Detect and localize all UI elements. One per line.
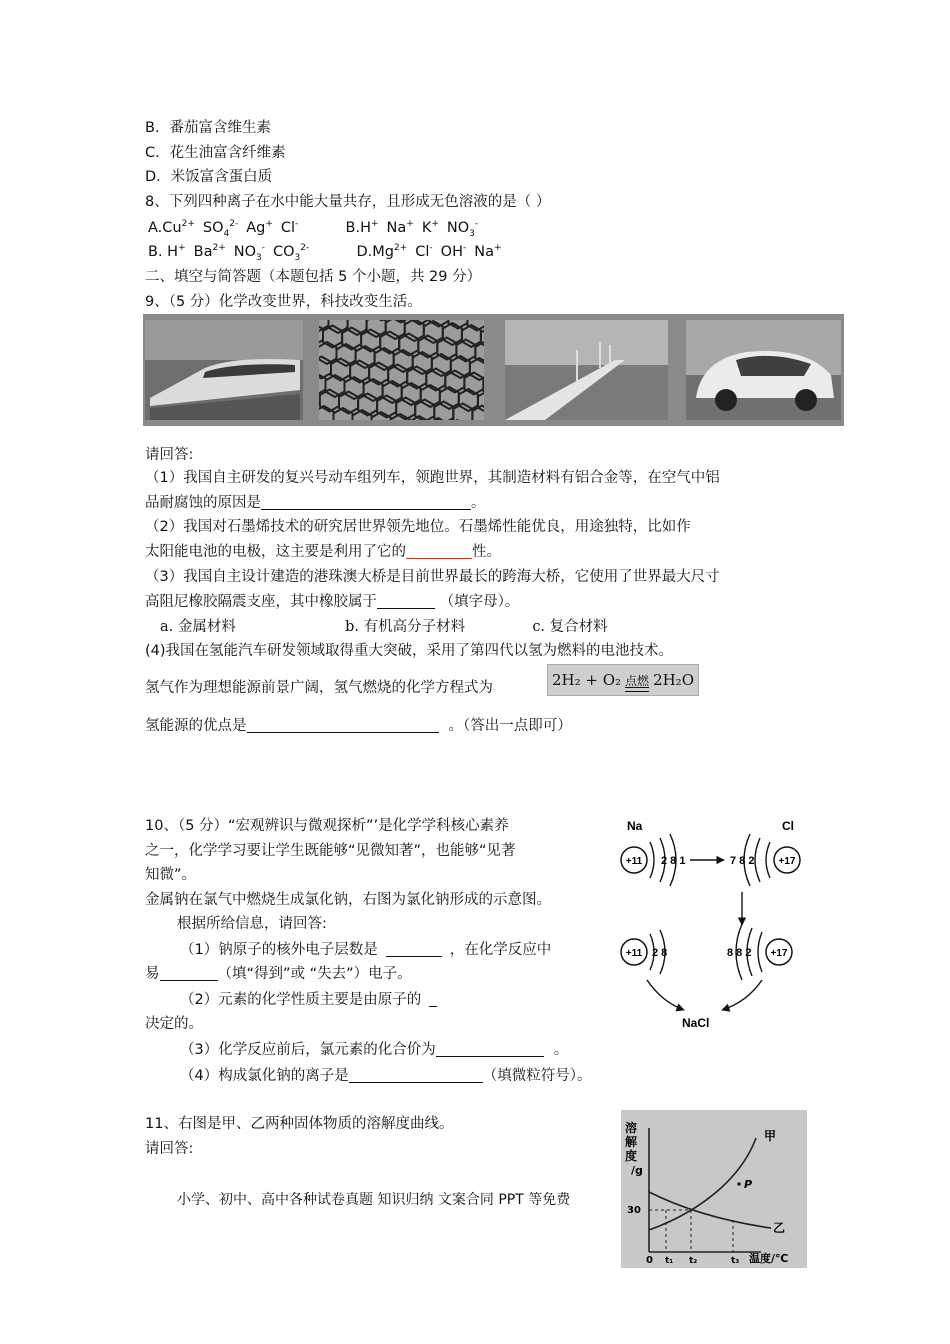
solubility-curve-chart [621, 1110, 807, 1268]
q11-prompt: 请回答: [145, 1141, 194, 1157]
cl-electron-shells: 7 8 2 [730, 855, 755, 867]
option-b: B．番茄富含维生素 [145, 120, 271, 136]
na-nucleus-charge: +11 [625, 856, 643, 867]
q10-part4: （4）构成氯化钠的离子是 （填微粒符号）。 [180, 1068, 592, 1084]
choice-c: c. 复合材料 [532, 619, 608, 635]
q10-part2-line1: （2）元素的化学性质主要是由原子的 [180, 990, 437, 1010]
q10-part2-line2: 决定的。 [145, 1016, 203, 1032]
x-tick-t2: t₂ [689, 1256, 698, 1266]
equation-condition: 点燃 [625, 673, 650, 688]
na-to-nacl-arrow [647, 980, 684, 1010]
graphene-photo [319, 320, 484, 420]
q8-options-row2: B. H+ $Ba^{2+}$ $NO_3^-$ $CO_3^{2-}$ $D.Mg^{2+}$ Cl- OH- Na+ [148, 243, 502, 263]
nacl-formation-diagram [612, 810, 812, 1035]
bullet-train-photo [145, 320, 303, 420]
q9-part3-line2: 高阻尼橡胶隔震支座，其中橡胶属于 （填字母）。 [145, 594, 520, 610]
cl-label: Cl [782, 819, 794, 833]
choice-b: b. 有机高分子材料 [345, 619, 466, 635]
question-10-line2: 之一，化学学习要让学生既能够“见微知著”，也能够“见著 [145, 843, 516, 859]
ion: $CO_3^{2-}$ [273, 243, 310, 263]
q9-part4-blank[interactable] [247, 716, 439, 733]
na-electron-shells: 2 8 1 [661, 855, 686, 867]
series-yi-label: 乙 [773, 1221, 786, 1235]
q9-part1-line1: （1）我国自主研发的复兴号动车组列车，领跑世界，其制造材料有铝合金等，在空气中铝 [145, 470, 720, 486]
question-8: 8、下列四种离子在水中能大量共存，且形成无色溶液的是（ ） [145, 194, 551, 210]
ion: $NO_3^-$ [233, 243, 265, 263]
ion: Na+ [386, 219, 414, 236]
hydrogen-car-photo [686, 320, 841, 420]
y-tick-30: 30 [627, 1205, 641, 1216]
q10-part2-blank[interactable] [429, 990, 437, 1007]
q9-part4-line2: 氢气作为理想能源前景广阔，氢气燃烧的化学方程式为 [145, 680, 493, 696]
q9-part3-line1: （3）我国自主设计建造的港珠澳大桥是目前世界最长的跨海大桥，它使用了世界最大尺寸 [145, 569, 720, 585]
point-p-label: P [744, 1178, 753, 1191]
hydrogen-combustion-equation: 2H₂ + O₂ 点燃 2H₂O [547, 664, 699, 696]
cl-nucleus-charge: +17 [778, 856, 796, 867]
q9-part4-line3: 氢能源的优点是 。（答出一点即可） [145, 718, 572, 734]
ion: K+ [421, 219, 439, 236]
cl-ion-charge: +17 [770, 948, 788, 959]
q9-part3-choices [160, 617, 608, 637]
origin-label: 0 [646, 1255, 653, 1266]
point-p-marker [737, 1182, 741, 1186]
na-ion-shells: 2 8 [652, 947, 668, 959]
ion: $NO_3^-$ [446, 219, 479, 239]
question-9: 9、（5 分）化学改变世界，科技改变生活。 [145, 294, 422, 310]
question-11: 11、右图是甲、乙两种固体物质的溶解度曲线。 [145, 1116, 454, 1132]
q9-prompt: 请回答: [145, 447, 194, 463]
series-jia-label: 甲 [764, 1129, 777, 1143]
x-axis-label: 温度/℃ [749, 1252, 789, 1265]
technology-photo-strip [143, 314, 844, 426]
ion: $Ba^{2+}$ [193, 243, 226, 260]
y-label-4: /g [631, 1164, 643, 1177]
question-10-line1: 10、（5 分）“宏观辨识与微观探析”’是化学学科核心素养 [145, 818, 509, 834]
ion: Ag+ [246, 219, 273, 236]
question-10-line3: 知微”。 [145, 867, 197, 883]
ion: Cl- [415, 243, 433, 260]
na-ion-charge: +11 [625, 948, 643, 959]
ion: 2+ [393, 243, 408, 254]
ion: 2+ [181, 219, 195, 230]
ion: + [178, 243, 186, 254]
q9-part1-line2: 品耐腐蚀的原因是 。 [145, 495, 486, 511]
q9-part1-blank[interactable] [261, 493, 471, 510]
bridge-photo [505, 320, 668, 420]
ion: OH- [440, 243, 467, 260]
x-tick-t1: t₁ [665, 1256, 674, 1266]
na-label: Na [627, 819, 643, 833]
ion: Na+ [474, 243, 502, 260]
q10-part1-blank2[interactable] [160, 964, 218, 981]
q10-part3: （3）化学反应前后，氯元素的化合价为 。 [180, 1042, 569, 1058]
q10-prompt: 根据所给信息，请回答: [177, 916, 327, 932]
option-d: D．米饭富含蛋白质 [145, 169, 273, 185]
q9-part2-line1: （2）我国对石墨烯技术的研究居世界领先地位。石墨烯性能优良，用途独特，比如作 [145, 519, 691, 535]
choice-a: a. 金属材料 [160, 619, 236, 635]
q9-part3-blank[interactable] [377, 592, 435, 609]
y-label-3: 度 [625, 1149, 638, 1163]
y-label-1: 溶 [625, 1121, 638, 1135]
nacl-product-label: NaCl [682, 1016, 710, 1030]
q9-part2-line2: 太阳能电池的电极，这主要是利用了它的 性。 [145, 544, 501, 560]
ion: + [370, 219, 379, 230]
question-10-line4: 金属钠在氯气中燃烧生成氯化钠，右图为氯化钠形成的示意图。 [145, 892, 551, 908]
ion: Cl- [280, 219, 299, 236]
q10-part1-line1: （1）钠原子的核外电子层数是 ，在化学反应中 [180, 942, 552, 958]
ion: $SO_4^{2-}$ [202, 219, 239, 239]
q10-part4-blank[interactable] [349, 1066, 483, 1083]
cl-to-nacl-arrow [722, 980, 762, 1010]
q8-options-row1: $A.Cu^{2+}$ $SO_4^{2-}$ Ag+ Cl- B.H+ Na+ K+ $NO_3^-$ [148, 219, 479, 239]
option-c: C．花生油富含纤维素 [145, 145, 286, 161]
footer-text: 小学、初中、高中各种试卷真题 知识归纳 文案合同 PPT 等免费 [177, 1192, 571, 1208]
q9-part2-blank[interactable] [406, 542, 472, 559]
q10-part1-blank1[interactable] [386, 940, 442, 957]
x-tick-t3: t₃ [731, 1256, 740, 1266]
q9-part4-line1: (4)我国在氢能汽车研发领域取得重大突破，采用了第四代以氢为燃料的电池技术。 [145, 643, 674, 659]
q10-part3-blank[interactable] [436, 1040, 544, 1057]
cl-ion-shells: 8 8 2 [727, 947, 752, 959]
y-label-2: 解 [625, 1135, 638, 1149]
section-2-heading: 二、填空与简答题（本题包括 5 个小题，共 29 分） [145, 269, 482, 285]
q10-part1-line2: 易 （填“得到”或 “失去”）电子。 [145, 966, 412, 982]
